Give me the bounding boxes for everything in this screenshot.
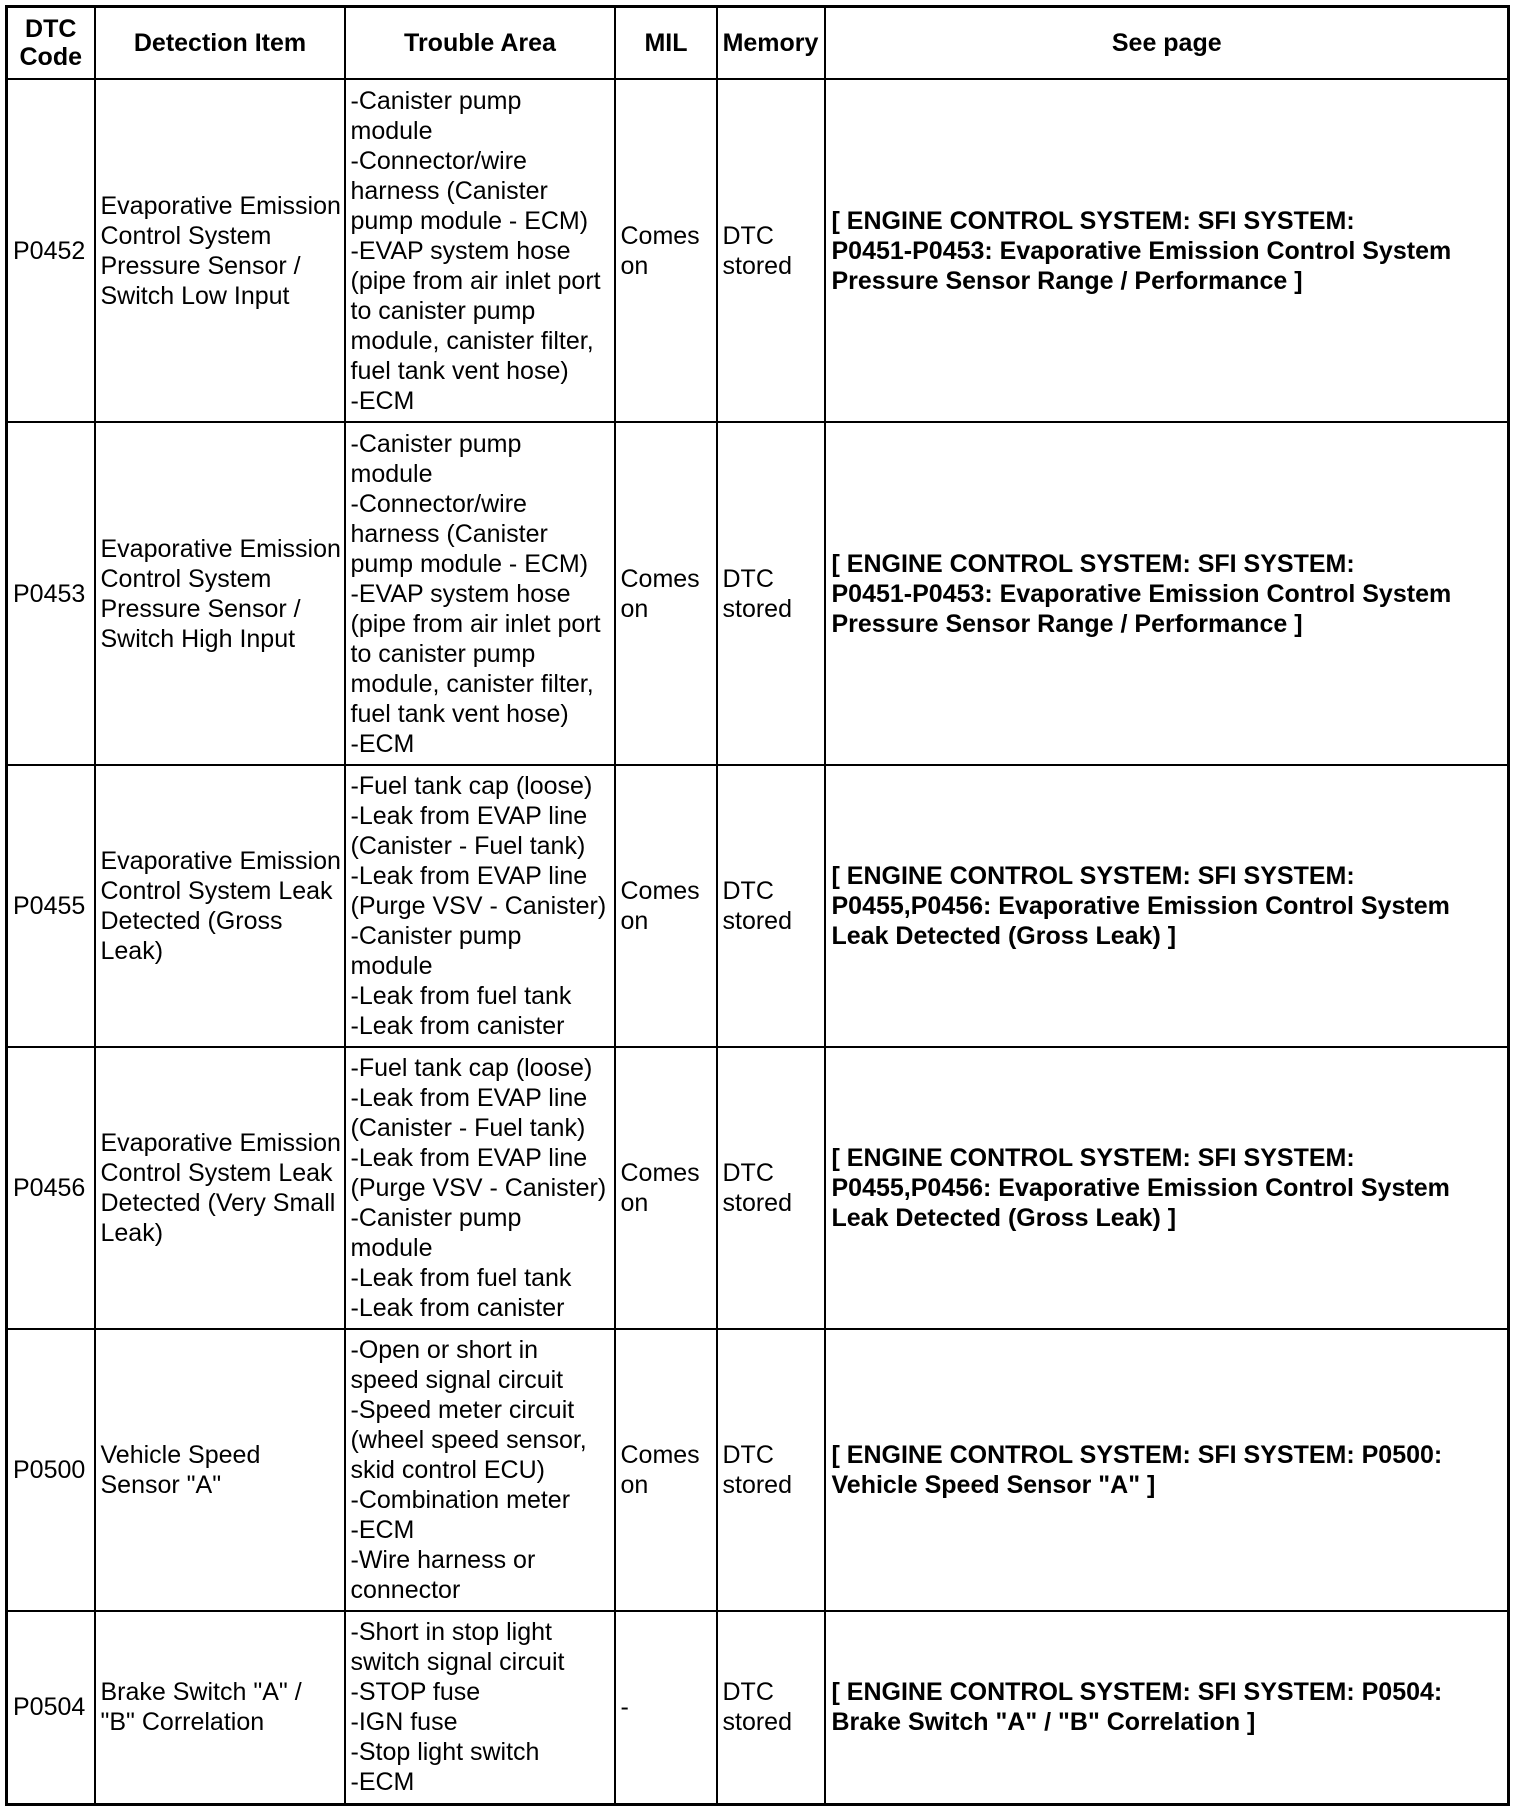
area-line: -Canister pump (350, 429, 522, 458)
header-trouble-area: Trouble Area (345, 7, 615, 80)
mil-line: Comes (620, 221, 700, 250)
area-line: -Fuel tank cap (loose) (350, 1054, 593, 1082)
area-line: harness (Canister (350, 519, 548, 548)
detection-item-cell (95, 1047, 345, 1329)
area-line: pump module - ECM) (350, 206, 589, 235)
area-line: -Wire harness or (350, 1546, 536, 1574)
see-line: Pressure Sensor Range / Performance ] (831, 609, 1303, 638)
dtc-code-cell: P0504 (7, 1611, 95, 1804)
memory-cell (717, 422, 825, 765)
area-line: -Leak from fuel tank (350, 1264, 572, 1292)
area-line: (Purge VSV - Canister) (350, 892, 607, 920)
mil-cell (615, 422, 717, 765)
area-line: module, canister filter, (350, 326, 594, 355)
dtc-code-cell: P0500 (7, 1329, 95, 1611)
dtc-code-cell: P0453 (7, 422, 95, 765)
header-memory: Memory (717, 7, 825, 80)
see-page-cell[interactable] (825, 1329, 1509, 1611)
memory-line: stored (722, 1471, 792, 1499)
item-line: Leak) (100, 1219, 164, 1247)
dtc-table (5, 5, 1510, 1806)
area-line: (Purge VSV - Canister) (350, 1174, 607, 1202)
dtc-document (5, 5, 1507, 1806)
item-line: Control System Leak (100, 877, 333, 905)
see-line: [ ENGINE CONTROL SYSTEM: SFI SYSTEM: (831, 862, 1355, 890)
area-line: module (350, 116, 433, 145)
memory-line: DTC (722, 1678, 774, 1707)
header-detection-item: Detection Item (95, 7, 345, 80)
memory-line: stored (722, 251, 792, 280)
see-line: Leak Detected (Gross Leak) ] (831, 922, 1177, 950)
item-line: Control System Leak (100, 1159, 333, 1187)
header-see-page: See page (825, 7, 1509, 80)
see-page-cell[interactable] (825, 1611, 1509, 1804)
trouble-area-cell (345, 1047, 615, 1329)
memory-line: stored (722, 594, 792, 623)
area-line: module (350, 952, 433, 980)
area-line: (pipe from air inlet port (350, 609, 601, 638)
area-line: -Short in stop light (350, 1618, 552, 1647)
detection-item-cell (95, 1329, 345, 1611)
area-line: to canister pump (350, 296, 536, 325)
table-row (7, 765, 1509, 1047)
area-line: fuel tank vent hose) (350, 699, 569, 728)
mil-cell (615, 79, 717, 422)
dtc-code-cell: P0452 (7, 79, 95, 422)
memory-cell (717, 765, 825, 1047)
mil-line: - (620, 1693, 629, 1722)
detection-item-cell (95, 765, 345, 1047)
item-line: Leak) (100, 937, 164, 965)
trouble-area-cell (345, 1611, 615, 1804)
see-line: [ ENGINE CONTROL SYSTEM: SFI SYSTEM: P0504: (831, 1678, 1443, 1707)
see-line: P0451-P0453: Evaporative Emission Control System (831, 236, 1452, 265)
mil-cell (615, 1047, 717, 1329)
memory-line: DTC (722, 877, 774, 905)
area-line: -ECM (350, 1516, 415, 1544)
mil-cell (615, 765, 717, 1047)
area-line: switch signal circuit (350, 1648, 565, 1677)
see-line: P0455,P0456: Evaporative Emission Control System (831, 1174, 1450, 1202)
see-page-cell[interactable] (825, 765, 1509, 1047)
area-line: (pipe from air inlet port (350, 266, 601, 295)
trouble-area-cell (345, 1329, 615, 1611)
area-line: -STOP fuse (350, 1678, 481, 1707)
table-header-row (7, 7, 1509, 80)
area-line: speed signal circuit (350, 1366, 564, 1394)
item-line: Evaporative Emission (100, 191, 341, 220)
mil-line: Comes (620, 877, 700, 905)
memory-cell (717, 1329, 825, 1611)
see-line: [ ENGINE CONTROL SYSTEM: SFI SYSTEM: P0500: (831, 1441, 1443, 1469)
area-line: (wheel speed sensor, (350, 1426, 587, 1454)
area-line: skid control ECU) (350, 1456, 545, 1484)
memory-line: DTC (722, 1441, 774, 1469)
item-line: Detected (Very Small (100, 1189, 336, 1217)
area-line: -Connector/wire (350, 489, 527, 518)
area-line: -Canister pump (350, 1204, 522, 1232)
mil-cell (615, 1329, 717, 1611)
see-page-cell[interactable] (825, 79, 1509, 422)
detection-item-cell (95, 79, 345, 422)
memory-cell (717, 79, 825, 422)
area-line: pump module - ECM) (350, 549, 589, 578)
area-line: -Leak from EVAP line (350, 862, 588, 890)
detection-item-cell (95, 1611, 345, 1804)
item-line: Sensor "A" (100, 1471, 222, 1499)
memory-cell (717, 1611, 825, 1804)
area-line: -IGN fuse (350, 1708, 458, 1737)
see-page-cell[interactable] (825, 1047, 1509, 1329)
trouble-area-cell (345, 765, 615, 1047)
detection-item-cell (95, 422, 345, 765)
mil-line: Comes (620, 1441, 700, 1469)
area-line: -Canister pump (350, 86, 522, 115)
see-line: Vehicle Speed Sensor "A" ] (831, 1471, 1156, 1499)
memory-cell (717, 1047, 825, 1329)
table-body (7, 79, 1509, 1804)
area-line: to canister pump (350, 639, 536, 668)
area-line: -Leak from EVAP line (350, 1144, 588, 1172)
memory-line: stored (722, 1189, 792, 1217)
memory-line: stored (722, 1708, 792, 1737)
area-line: -EVAP system hose (350, 579, 571, 608)
item-line: Evaporative Emission (100, 534, 341, 563)
table-row (7, 1329, 1509, 1611)
area-line: (Canister - Fuel tank) (350, 1114, 586, 1142)
area-line: -Leak from canister (350, 1294, 565, 1322)
memory-line: DTC (722, 564, 774, 593)
memory-line: DTC (722, 1159, 774, 1187)
area-line: -Leak from fuel tank (350, 982, 572, 1010)
area-line: -Combination meter (350, 1486, 571, 1514)
area-line: -ECM (350, 729, 415, 758)
item-line: Switch Low Input (100, 281, 290, 310)
table-row (7, 1047, 1509, 1329)
area-line: -ECM (350, 386, 415, 415)
dtc-code-cell: P0455 (7, 765, 95, 1047)
area-line: (Canister - Fuel tank) (350, 832, 586, 860)
area-line: module (350, 459, 433, 488)
item-line: Control System (100, 221, 272, 250)
item-line: Evaporative Emission (100, 1129, 341, 1157)
memory-line: stored (722, 907, 792, 935)
mil-line: Comes (620, 1159, 700, 1187)
item-line: Control System (100, 564, 272, 593)
see-page-cell[interactable] (825, 422, 1509, 765)
area-line: fuel tank vent hose) (350, 356, 569, 385)
area-line: -Connector/wire (350, 146, 527, 175)
area-line: -Open or short in (350, 1336, 539, 1364)
area-line: -Leak from canister (350, 1012, 565, 1040)
area-line: module (350, 1234, 433, 1262)
item-line: Pressure Sensor / (100, 251, 301, 280)
item-line: Brake Switch "A" / (100, 1678, 302, 1707)
mil-line: Comes (620, 564, 700, 593)
item-line: "B" Correlation (100, 1708, 265, 1737)
header-dtc-code: DTC Code (7, 7, 95, 80)
see-line: Pressure Sensor Range / Performance ] (831, 266, 1303, 295)
area-line: -EVAP system hose (350, 236, 571, 265)
see-line: Leak Detected (Gross Leak) ] (831, 1204, 1177, 1232)
area-line: -Canister pump (350, 922, 522, 950)
see-line: [ ENGINE CONTROL SYSTEM: SFI SYSTEM: (831, 1144, 1355, 1172)
area-line: connector (350, 1576, 461, 1604)
area-line: -Stop light switch (350, 1738, 540, 1767)
header-mil: MIL (615, 7, 717, 80)
area-line: harness (Canister (350, 176, 548, 205)
area-line: -Fuel tank cap (loose) (350, 772, 593, 800)
item-line: Evaporative Emission (100, 847, 341, 875)
trouble-area-cell (345, 79, 615, 422)
mil-line: on (620, 251, 649, 280)
area-line: -Leak from EVAP line (350, 802, 588, 830)
mil-cell (615, 1611, 717, 1804)
trouble-area-cell (345, 422, 615, 765)
area-line: -ECM (350, 1768, 415, 1797)
area-line: module, canister filter, (350, 669, 594, 698)
see-line: [ ENGINE CONTROL SYSTEM: SFI SYSTEM: (831, 206, 1355, 235)
see-line: [ ENGINE CONTROL SYSTEM: SFI SYSTEM: (831, 549, 1355, 578)
item-line: Pressure Sensor / (100, 594, 301, 623)
see-line: P0455,P0456: Evaporative Emission Control System (831, 892, 1450, 920)
mil-line: on (620, 1471, 649, 1499)
table-row (7, 1611, 1509, 1804)
mil-line: on (620, 594, 649, 623)
table-row (7, 79, 1509, 422)
area-line: -Leak from EVAP line (350, 1084, 588, 1112)
mil-line: on (620, 907, 649, 935)
see-line: Brake Switch "A" / "B" Correlation ] (831, 1708, 1256, 1737)
item-line: Detected (Gross (100, 907, 283, 935)
item-line: Switch High Input (100, 624, 296, 653)
area-line: -Speed meter circuit (350, 1396, 575, 1424)
dtc-code-cell: P0456 (7, 1047, 95, 1329)
mil-line: on (620, 1189, 649, 1217)
see-line: P0451-P0453: Evaporative Emission Control System (831, 579, 1452, 608)
item-line: Vehicle Speed (100, 1441, 261, 1469)
table-row (7, 422, 1509, 765)
memory-line: DTC (722, 221, 774, 250)
